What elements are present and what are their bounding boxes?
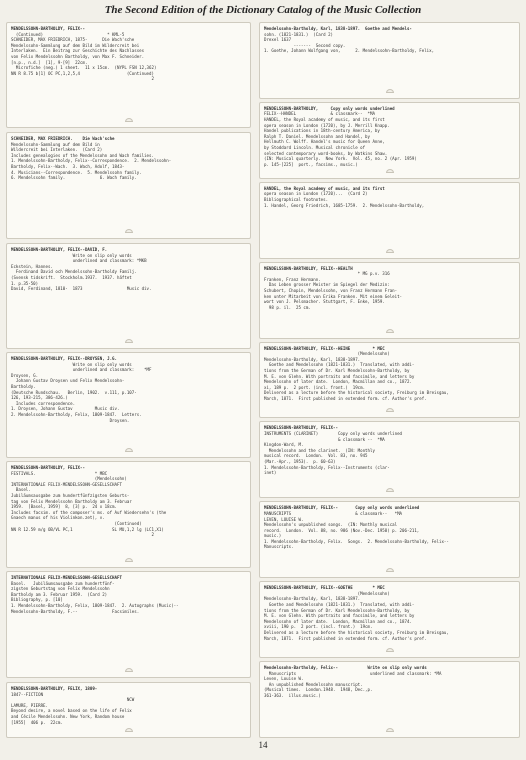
card-line: 1. Mendelssohn-Bartholdy, Felix--Correspondence. 2. Mendelssohn- (11, 158, 172, 164)
card-line: MENDELSSOHN-BARTHOLDY, FELIX-- (264, 425, 338, 431)
card-line: Hellmuth C. Wolff. Handel's music for Queen Anne, (264, 139, 385, 145)
card-punch-hole (386, 648, 394, 652)
card-line: Goethe and Mendelssohn (1821-1831.) Translated, with addi- (264, 362, 415, 368)
card-line: Mendelssohn-Bartholdy, Karl, 1838-1897. (264, 596, 361, 602)
card-line: Basel. Jubiläumsausgabe zum hundertfünf- (11, 580, 115, 586)
card-line: Leven, Louise W. (264, 676, 304, 682)
card-line: NN R 12.59 m/g OB/VL PC,1 SL MU,1,2 lg (LC1,X1) (11, 526, 164, 532)
card-line: Beyond desire, a novel based on the life of Felix (11, 708, 132, 714)
catalog-card-l4 (6, 352, 251, 458)
card-line: ken unter Mitarbeit von Erika Franken. Mit einem Geleit- (264, 293, 403, 299)
card-line: opera season in London (1720)... (Card 2) (264, 191, 368, 197)
card-line: SCHNEIDER, MAX FRIEDRICH. Die Wach'sche (11, 136, 115, 141)
card-line: ------- Second copy. (264, 42, 346, 48)
card-line: 2 (11, 532, 154, 538)
catalog-card-r4 (259, 262, 520, 339)
card-line: Gnaech manus of his Violinkon.zet), v. (11, 515, 105, 521)
card-punch-hole (386, 568, 394, 572)
card-punch-hole (125, 118, 133, 122)
catalog-card-r5 (259, 342, 520, 419)
card-line: (Continued) * KML-5 (11, 31, 125, 37)
card-line: Mendelssohn-Bartholdy, Felix-- Write on slip only words (264, 665, 427, 671)
card-line: Wildercreit bei Interlaken. (Card 2) (11, 147, 103, 153)
card-line: (Svensk tidskrift. Stockholm.1937. 1937. häftet (11, 274, 132, 280)
card-line: M. E. von Glehn. With portraits and facsimile, and letters by (264, 373, 415, 379)
card-line: Write on slip only words (11, 361, 132, 367)
card-line: Droysen, G. (11, 372, 39, 378)
card-line: March, 1871. First published in extended form. cf. Author's pref. (264, 395, 427, 401)
card-line: xi, 189 p. 2 port. (incl. front.) 19cm. (264, 384, 366, 390)
card-line: Bibliography, p. [10] (11, 597, 63, 603)
card-line: selected contemporary word-books, by Watkins Shaw. (264, 150, 388, 156)
card-line: Drexel 1637 (264, 37, 292, 43)
card-line: David, Ferdinand, 1810- 1873 Music div. (11, 286, 152, 292)
card-line: 2 (11, 76, 154, 82)
card-line: 1. Mendelssohn-Bartholdy, Felix. Songs. 2. Mendelssohn-Bartholdy, Felix-- (264, 538, 449, 544)
card-line: 1. p.35-50) (11, 280, 39, 286)
card-line: tions from the German of Dr. Karl Mendelssohn-Bartholdy, by (264, 367, 410, 373)
card-punch-hole (386, 169, 394, 173)
card-line: 1847--FICTION (11, 691, 44, 697)
card-line: Mendelssohn-Bartholdy, F.-- Facsimiles. (11, 608, 140, 614)
card-line: 1959. [Basel, 1959] 8, [3] p. 24 x 18cm. (11, 504, 117, 510)
card-line: INSTRUMENTS (CLARINET) Copy only words underlined (264, 431, 403, 437)
card-line: (IN: Musical quarterly. New York. Vol. 45, no. 2 (Apr. 1959) (264, 156, 417, 162)
card-line: Basel. (11, 487, 31, 493)
card-line: Includes genealogies of the Mendelssohn and Wach families. (11, 152, 154, 158)
card-line: NN R 8.75 b[1] OC PC,1,2,5,4 (Continued) (11, 70, 154, 76)
card-line: Delivered as a lecture before the historical society, Freiburg im Breisgau, (264, 390, 449, 396)
card-line: M. E. von Glehn. With portraits and facsimile, and letters by (264, 613, 415, 619)
catalog-card-r8 (259, 581, 520, 658)
card-line: Includes facsim. of the composer's ms. of Auf Wiedersehn's (the (11, 509, 167, 515)
catalog-card-l3 (6, 243, 251, 349)
card-line: inet) (264, 470, 277, 476)
catalog-card-r3 (259, 182, 520, 259)
catalog-card-l7 (6, 682, 251, 738)
card-line: (Musical times. London.1948. 1948, Dec.,p. (264, 687, 373, 693)
card-line: March, 1871. First published in extended form. cf. Author's pref. (264, 635, 427, 641)
card-line: LEVEN, LOUISE W. (264, 516, 304, 522)
card-punch-hole (386, 89, 394, 93)
card-line: Bartholdy, Felix--Wach. 3. Wach, Adolf, 1843- (11, 163, 125, 169)
page-number: 14 (258, 740, 268, 750)
card-line: Mendelssohn of later date. London, Macmillan and co., 1872. (264, 379, 412, 385)
card-line: 1. Mendelssohn-Bartholdy, Felix--Instruments (clar- (264, 464, 390, 470)
card-line: Jubiläumsausgabe zum hundertfünfzigsten Geburts- (11, 492, 130, 498)
card-line: record. London. Vol. 88, no. 986 (Nov.-Dec. 1958) p. 206-211, (264, 527, 420, 533)
card-line: (Mendelssohn) (11, 476, 127, 482)
card-line: p. 145-[225] port., facsims., music.) (264, 161, 358, 167)
card-line: 1. Goethe, Johann Wolfgang von, 2. Mendelssohn-Bartholdy, Felix, (264, 48, 435, 54)
card-line: Microfiche (neg.) 1 sheet. 11 x 15cm. (NYPL FSN 12,362) (11, 65, 157, 71)
card-line: wort von J. Pelsmacher. Stuttgart, F. Enke, 1959. (264, 299, 385, 305)
card-line: Droysen. (11, 417, 130, 423)
card-line: MANUSCRIPTS & classmark-- *MA (264, 510, 403, 516)
card-line: Ferdinand David och Mendelssohn-Bartholdy Familj. (11, 269, 137, 275)
card-line: music.) (264, 533, 282, 539)
catalog-card-l5 (6, 461, 251, 568)
card-line: underlined and classmark: *MF (11, 367, 152, 373)
card-line: Interlaken. Ein Beitrag zur Geschichte des Nachlasses (11, 48, 145, 54)
card-line: Franken, Franz Hermann. (264, 276, 321, 282)
card-line: 1. Mendelssohn-Bartholdy, Felix, 1809-1847. 2. Autographs (Music)-- (11, 602, 179, 608)
card-line: [1955] 406 p. 22cm. (11, 719, 63, 725)
card-line: musical record. London. Vol. 83, no. 945 (264, 453, 368, 459)
card-line: SCHNEIDER, MAX FRIEDRICH, 1875- Die Wach'sche (11, 37, 135, 43)
card-line: Bibliographical footnotes. (264, 196, 329, 202)
card-line: tag von Felix Mendelssohn Bartholdy am 3. Februar (11, 498, 132, 504)
card-line: Mendelssohn-Bartholdy, Karl, 1838-1897. (264, 356, 361, 362)
card-punch-hole (386, 329, 394, 333)
card-line: (Mendelssohn) (264, 351, 390, 357)
card-line: MENDELSSOHN-BARTHOLDY, FELIX--HEINE * MEC (264, 345, 385, 351)
card-line: Mendelssohn of later date. London, Macmillan and co., 1874. (264, 618, 412, 624)
card-line: 4. Musicians--Correspondence. 5. Mendelssohn family. (11, 169, 142, 175)
card-line: FESTIVALS. * MBC (11, 470, 108, 476)
card-punch-hole (125, 448, 133, 452)
card-line: FELIX--HANDEL & classmark-- *MA (264, 111, 375, 117)
card-line: LAMURE, PIERRE. (11, 702, 48, 708)
card-line: 1. Handel, Georg Friedrich, 1685-1759. 2. Mendelssohn-Bartholdy, (264, 202, 425, 208)
card-line: MENDELSSOHN-BARTHOLDY, FELIX-- Copy only words underlined (264, 505, 420, 511)
catalog-card-r9 (259, 661, 520, 738)
card-line: MENDELSSOHN-BARTHOLDY, FELIX-- (11, 465, 85, 470)
card-line: Das Leben grosser Meister im Spiegel der Medizin: (264, 282, 390, 288)
catalog-card-l1 (6, 22, 251, 128)
card-line: & classmark -- *MA (264, 436, 385, 442)
card-line: 2. Mendelssohn-Bartholdy, Felix, 1809-1847. Letters. (11, 411, 142, 417)
card-line: Manuscripts. (264, 544, 294, 550)
card-line: Mendelssohn's unpublished songs. (IN: Monthly musical (264, 522, 398, 528)
card-line: HANDEL, the Royal academy of music, and its first (264, 185, 385, 191)
card-line: and Cécile Mendelssohn. New York, Random house (11, 713, 125, 719)
card-line: MENDELSSOHN-BARTHOLDY, Copy only words underlined (264, 105, 395, 111)
card-punch-hole (386, 488, 394, 492)
card-punch-hole (386, 728, 394, 732)
card-line: Handel publications in 18th-century America, by (264, 128, 380, 134)
card-line: 98 p. il. 25 cm. (264, 304, 311, 310)
card-line: HANDEL, the Royal academy of music, and its first (264, 117, 385, 123)
card-line: zigsten Geburtstag von Felix Mendelssohn (11, 586, 110, 592)
card-line: An unpublished Mendelssohn manuscript. (264, 681, 363, 687)
card-punch-hole (386, 249, 394, 253)
card-line: Bartholdy. (11, 383, 36, 389)
card-punch-hole (125, 728, 133, 732)
card-line: INTERNATIONALE FELIX-MENDELSSOHN-GESELLSCHAFT (11, 481, 122, 487)
card-line: underlined and classmark: *MKB (11, 258, 147, 264)
card-punch-hole (125, 339, 133, 343)
card-line: 126, 193-215, 386-426.) (11, 395, 68, 401)
card-line: MENDELSSOHN-BARTHOLDY, FELIX, 1809- (11, 686, 98, 691)
card-line: MENDELSSOHN-BARTHOLDY, FELIX--DAVID, F. (11, 247, 108, 252)
card-line: sohn. (1821-1831.) (Card 2) (264, 31, 334, 37)
card-punch-hole (386, 408, 394, 412)
card-punch-hole (125, 668, 133, 672)
card-punch-hole (125, 558, 133, 562)
catalog-card-l6 (6, 571, 251, 678)
card-line: MENDELSSOHN-BARTHOLDY, FELIX-- (11, 26, 85, 31)
card-line: Bartholdy am 3. Februar 1959. (Card 2) (11, 591, 108, 597)
card-line: MENDELSSOHN-BARTHOLDY, FELIX--HEALTH (264, 265, 353, 271)
card-line: (Deutsche Rundschau. Berlin, 1902. v.111, p.107- (11, 389, 137, 395)
catalog-card-r1 (259, 22, 520, 99)
card-line: 6. Mendelssohn family. 6. Wach family. (11, 175, 137, 181)
card-line: Manuscripts underlined and classmark: *MA (264, 670, 442, 676)
card-line: Kingdon-Ward, M. (264, 442, 304, 448)
card-line: (Mar.-Apr., 1953). p. 60-63) (264, 459, 336, 464)
card-line: xviii, 190 p. 2 port. (incl. front.) 19cm. (264, 624, 373, 630)
card-line: Delivered as a lecture before the historical society, Freiburg im Breisgau, (264, 629, 449, 635)
card-line: Mendelssohn-Sammlung auf dem Bild in (11, 141, 100, 147)
card-line: MENDELSSOHN-BARTHOLDY, FELIX--DROYSEN, J.G. (11, 356, 117, 361)
card-line: (Continued) (11, 520, 142, 526)
catalog-card-r2 (259, 102, 520, 179)
catalog-card-r6 (259, 421, 520, 498)
card-line: Ralph T. Daniel. Mendelssohn and Handel, by (264, 133, 370, 139)
page-header-title: The Second Edition of the Dictionary Catalog of the Music Collection (104, 4, 422, 16)
card-punch-hole (125, 229, 133, 233)
card-line: Mendelssohn and the clarinet. (IN: Monthly (264, 447, 375, 453)
card-line: MENDELSSOHN-BARTHOLDY, FELIX--GOETHE * MEC (264, 585, 385, 591)
card-line: Goethe and Mendelssohn (1821-1831.) Translated, with addi- (264, 602, 415, 607)
card-line: Write on slip only words (11, 252, 132, 258)
catalog-card-l2 (6, 132, 251, 239)
card-line: 1. Droysen, Johann Gustav Music div. (11, 406, 120, 412)
card-line: Eckstein, Hannes. (11, 263, 53, 269)
card-line: tions from the German of Dr. Karl Mendelssohn-Bartholdy, by (264, 607, 410, 613)
card-line: * MG p.v. 316 (264, 271, 390, 277)
card-line: INTERNATIONALE FELIX-MENDELSSOHN-GESELLSCHAFT (11, 575, 122, 580)
card-line: Includes correspondence. (11, 400, 76, 406)
card-line: (Mendelssohn) (264, 590, 390, 596)
catalog-card-r7 (259, 501, 520, 578)
card-line: Mendelssohn-Sammlung auf dem Bild im Wildercreit bei (11, 42, 140, 48)
card-line: von Felix Mendelssohn Bartholdy, von Max F. Schneider. (11, 53, 145, 59)
card-line: NCW (11, 697, 135, 703)
card-line: Schubert, Chopin, Mendelssohn, von Franz Hermann Fran- (264, 288, 398, 294)
card-line: [n.p., n.d.] [1], 9-[9] 22cm. (11, 59, 88, 65)
card-line: by Stoddard Lincoln. Musical chronicle of (264, 145, 366, 151)
card-line: opera season in London (1720), by J. Merrill Knapp. (264, 122, 390, 128)
card-line: Johann Gustav Droysen und Felix Mendelssohn- (11, 378, 125, 384)
card-line: 361-363. illus.music.) (264, 693, 321, 699)
card-line: Mendelssohn-Bartholdy, Karl, 1838-1897. Goethe and Mendels- (264, 26, 412, 31)
